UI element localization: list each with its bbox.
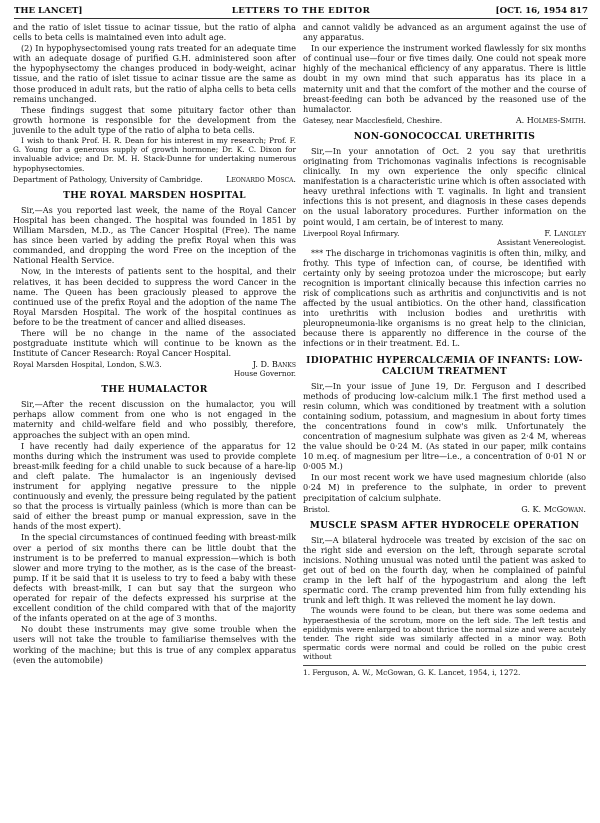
acknowledgement: I wish to thank Prof. H. R. Dean for his interest in my research; Prof. F. G. Young for a generous supply of growth hormone; Dr. K. C. Dixon for invaluable advice; and Dr. M. H. Stack-Dunne for undertaking numerous hypophysectomies. [13,136,296,173]
heading-urethritis: NON-GONOCOCCAL URETHRITIS [353,130,536,142]
signature-address: Bristol. [303,504,330,514]
paragraph: Now, in the interests of patients sent to the hospital, and their relatives, it has been decided to suppress the word Cancer in the name. The Queen has been graciously pleased to approve the continued use of the prefix Royal and the adoption of the name The Royal Marsden Hospital. The work of the hospital continues as before to be the treatment of cancer and allied diseases. [13,266,296,327]
paragraph: Sir,—A bilateral hydrocele was treated by excision of the sac on the right side and eversion on the left, through separate scrotal incisions. Nothing unusual was noted until the patient was asked to get out of bed on the fourth day, when he complained of painful cramp in the left half of the hypogastrium and along the left spermatic cord. The cramp prevented him from fully extending his trunk and left thigh. It was relieved the moment he lay down. [303,534,586,606]
journal-name: THE LANCET] [14,6,83,16]
signature [303,229,586,247]
paragraph: Sir,—After the recent discussion on the humalactor, you will perhaps allow comment from one who is not engaged in the maternity and child-welfare field and who possibly, therefore, approaches the subject with an open mind. [13,399,296,440]
paragraph: and the ratio of islet tissue to acinar tissue, but the ratio of alpha cells to beta cells is maintained even into adult age. [13,22,296,43]
signature-address: Liverpool Royal Infirmary. [303,228,400,238]
signature-name: Leonardo Mosca. [226,173,296,184]
signature [13,175,296,184]
date-page: [OCT. 16, 1954 817 [495,6,588,16]
signature [303,505,586,514]
signature-name: G. K. McGowan. [521,503,586,514]
right-column [303,22,586,677]
signature-address: Gatesey, near Macclesfield, Cheshire. [303,115,443,125]
paragraph: In our experience the instrument worked flawlessly for six months of continual use—four or five times daily. One could not speak more highly of the mechanical efficiency of any apparatus. There is little doubt in my own mind that such apparatus has its place in a maternity unit and that the comfort of the mother and the course of breast-feeding can both be advanced by the reasoned use of the humalactor. [303,43,586,114]
paragraph: I have recently had daily experience of the apparatus for 12 months during which the instrument was used to provide complete breast-milk feeding for a child unable to suck because of a hare-lip and cleft palate. The humalactor is an ingeniously devised instrument for applying negative pressure to the nipple continuously and evenly, the pressure being regulated by the patient so that the process is virtually painless (which is more than can be said of either the breast pump or manual expression, save in the hands of the most expert). [13,440,296,532]
editor-note: *** The discharge in trichomonas vaginitis is often thin, milky, and frothy. This type of infection can, of course, be identified with certainty only by seeing protozoa under the microscope; but early recognition is important clinically because this infection carries no risk of complications such as arthritis and conjunctivitis and is not affected by the usual antibiotics. On the other hand, classification into urethritis with inclusion bodies and urethritis with pleuropneumonia-like organisms is no great help to the clinician, because there is apparently no difference in the course of the infections or in their treatment. Ed. L. [303,247,586,349]
heading-humalactor: THE HUMALACTOR [101,384,208,396]
signature-name: J. D. Banks [252,359,296,370]
paragraph: No doubt these instruments may give some trouble when the users will not take the trouble to familiarise themselves with the working of the machine; but this is true of any complex apparatus (even the automobile) [13,624,296,665]
paragraph: The wounds were found to be clean, but there was some oedema and hyperaesthesia of the scrotum, more on the left side. The left testis and epididymis were enlarged to about thrice the normal size and were acutely tender. The right side was similarly affected in a minor way. Both spermatic cords were normal and could be rolled on the pubic crest without [303,606,586,662]
signature-role: Assistant Venereologist. [497,237,586,247]
signature [303,116,586,125]
paragraph: (2) In hypophysectomised young rats treated for an adequate time with an adequate dosage of purified G.H. administered soon after the hypophysectomy the changes produced in body-weight, acinar tissue, and the ratio of islet tissue to acinar tissue are the same as those produced in adult rats, but the ratio of alpha cells to beta cells remains unchanged. [13,43,296,104]
page-header [14,4,588,19]
heading-hypercalcaemia: IDIOPATHIC HYPERCALCÆMIA OF INFANTS: LOW-CALCIUM TREATMENT [306,354,583,377]
signature-address: Department of Pathology, University of Cambridge. [13,174,203,184]
paragraph: These findings suggest that some pituitary factor other than growth hormone is responsible for the development from the juvenile to the adult type of the ratio of alpha to beta cells. [13,104,296,135]
footnote: 1. Ferguson, A. W., McGowan, G. K. Lancet, 1954, i, 1272. [303,665,586,677]
left-column [13,22,296,666]
signature [13,360,296,378]
heading-marsden: THE ROYAL MARSDEN HOSPITAL [63,189,246,201]
signature-name: A. Holmes-Smith. [515,114,586,125]
paragraph: In the special circumstances of continued feeding with breast-milk over a period of six months there can be little doubt that the instrument is to be preferred to manual expression—which is both slower and more trying to the mother, as is the case of the breast-pump. If it be said that it is useless to try to feed a baby with these defects with breast-milk, I can but say that the surgeon who operated for repair of the defects expressed his surprise at the excellent condition of the child compared with that of the majority of the infants operated on at the age of 3 months. [13,532,296,624]
signature-name: F. Langley [544,227,586,238]
paragraph: Sir,—As you reported last week, the name of the Royal Cancer Hospital has been changed. The hospital was founded in 1851 by William Marsden, M.D., as The Cancer Hospital (Free). The name has since been varied by adding the prefix Royal when this was commanded, and dropping the word Free on the inception of the National Health Service. [13,204,296,266]
section-title: LETTERS TO THE EDITOR [231,6,371,16]
signature-address: Royal Marsden Hospital, London, S.W.3. [13,360,162,370]
paragraph: Sir,—In your issue of June 19, Dr. Ferguson and I described methods of producing low-calcium milk.1 The first method used a resin column, which was conditioned by treatment with a solution containing sodium, potassium, and magnesium in about forty times the concentrations found in cow's milk. Unfortunately the concentration of magnesium sulphate was given as 2·4 M, whereas the value should be 0·24 M. (As stated in our paper, milk contains 10 m.eq. of magnesium per litre—i.e., a concentration of 0·01 N or 0·005 M.) [303,380,586,472]
paragraph: and cannot validly be advanced as an argument against the use of any apparatus. [303,22,586,43]
signature-role: House Governor. [233,369,296,379]
paragraph: Sir,—In your annotation of Oct. 2 you say that urethritis originating from Trichomonas vaginalis infections is recognisable clinically. In my own experience the only specific clinical manifestation is a characteristic urine which is often associated with heavy urethral infections with T. vaginalis. In light and transient infections this is not present, and diagnosis in these cases depends on the usual laboratory procedures. Further information on the point would, I am certain, be of interest to many. [303,145,586,227]
paragraph: In our most recent work we have used magnesium chloride (also 0·24 M) in preference to the sulphate, in order to prevent precipitation of calcium sulphate. [303,472,586,503]
heading-muscle-spasm: MUSCLE SPASM AFTER HYDROCELE OPERATION [309,519,580,531]
paragraph: There will be no change in the name of the associated postgraduate institute which will continue to be known as the Institute of Cancer Research: Royal Cancer Hospital. [13,327,296,359]
